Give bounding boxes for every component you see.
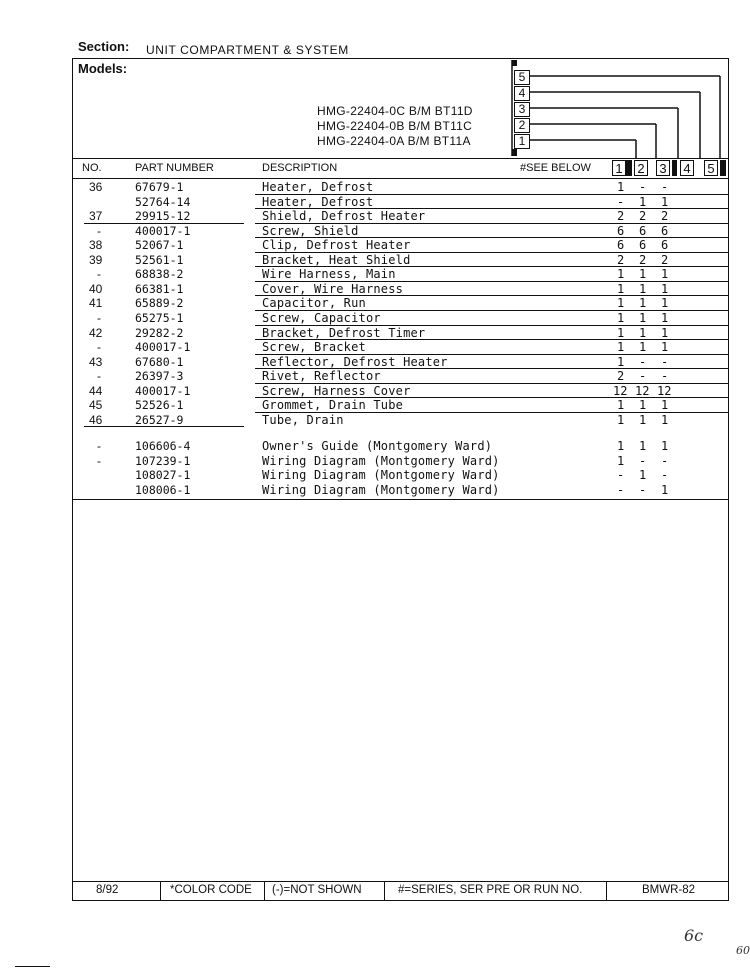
row-part-number: 65275-1 — [135, 310, 184, 325]
row-part-number: 66381-1 — [135, 281, 184, 296]
footer-not-shown: (-)=NOT SHOWN — [272, 884, 362, 896]
row-description: Screw, Harness Cover — [262, 383, 411, 398]
row-rule — [255, 266, 728, 267]
row-quantity-model-3: - — [661, 354, 669, 369]
row-quantity-model-1: - — [617, 194, 625, 209]
row-quantity-model-2: 1 — [639, 281, 647, 296]
row-quantity-model-1: 1 — [617, 439, 625, 454]
row-rule — [255, 237, 728, 238]
row-quantity-model-1: - — [617, 483, 625, 497]
row-rule — [255, 354, 728, 355]
header-rule-top — [72, 158, 729, 159]
row-part-number: 29915-12 — [135, 209, 191, 224]
row-quantity-model-3: 1 — [661, 194, 669, 209]
row-description: Screw, Bracket — [262, 340, 366, 355]
row-quantity-model-1: 2 — [617, 369, 625, 384]
row-item-number: - — [97, 267, 101, 282]
row-part-number: 108006-1 — [135, 483, 191, 497]
row-rule — [255, 339, 728, 340]
row-quantity-model-2: 1 — [639, 325, 647, 340]
row-quantity-model-3: 2 — [661, 209, 669, 224]
row-rule — [255, 194, 728, 195]
row-part-number: 67680-1 — [135, 354, 184, 369]
row-quantity-model-3: 1 — [661, 325, 669, 340]
row-quantity-model-1: 1 — [617, 296, 625, 311]
row-description: Clip, Defrost Heater — [262, 238, 411, 253]
row-item-number: - — [97, 340, 101, 355]
row-description: Shield, Defrost Heater — [262, 209, 426, 224]
section-label: Section: — [78, 39, 130, 54]
row-quantity-model-1: 1 — [617, 412, 625, 427]
column-header-model-5: 5 — [704, 160, 718, 176]
row-quantity-model-2: - — [639, 483, 647, 497]
row-quantity-model-2: 1 — [639, 340, 647, 355]
row-quantity-model-1: 1 — [617, 453, 625, 468]
row-quantity-model-1: 1 — [617, 267, 625, 282]
row-rule — [255, 295, 728, 296]
row-description: Cover, Wire Harness — [262, 281, 404, 296]
column-header-no: NO. — [82, 162, 102, 174]
row-description: Grommet, Drain Tube — [262, 398, 404, 413]
row-rule — [255, 281, 728, 282]
row-quantity-model-1: 6 — [617, 223, 625, 238]
row-quantity-model-2: 1 — [639, 439, 647, 454]
row-quantity-model-2: 2 — [639, 252, 647, 267]
footer-page-code: BMWR-82 — [642, 884, 696, 896]
header-divider-mark — [720, 160, 726, 176]
row-description: Bracket, Defrost Timer — [262, 325, 426, 340]
model-box-3: 3 — [514, 102, 530, 117]
handwritten-note: 60 — [736, 944, 750, 957]
row-rule — [255, 397, 728, 398]
row-quantity-model-2: 1 — [639, 296, 647, 311]
row-description: Rivet, Reflector — [262, 369, 381, 384]
row-quantity-model-2: 12 — [635, 383, 650, 398]
row-item-number: 42 — [89, 325, 103, 340]
footer-divider — [606, 881, 607, 901]
row-quantity-model-3: 1 — [661, 296, 669, 311]
row-quantity-model-1: 1 — [617, 310, 625, 325]
row-part-number: 52764-14 — [135, 194, 191, 209]
row-quantity-model-3: 1 — [661, 398, 669, 413]
row-part-number: 65889-2 — [135, 296, 184, 311]
models-label: Models: — [78, 61, 128, 76]
header-rule-bottom — [72, 178, 729, 179]
row-quantity-model-2: 2 — [639, 209, 647, 224]
model-line-a: HMG-22404-0A B/M BT11A — [317, 134, 471, 148]
footer-divider — [160, 881, 161, 901]
row-part-number: 68838-2 — [135, 267, 184, 282]
row-description: Heater, Defrost — [262, 194, 374, 209]
model-box-5: 5 — [514, 70, 530, 85]
row-rule — [255, 252, 728, 253]
row-quantity-model-1: 1 — [617, 340, 625, 355]
column-header-model-2: 2 — [634, 160, 648, 176]
row-item-number: 37 — [89, 209, 103, 224]
row-description: Wire Harness, Main — [262, 267, 396, 282]
row-quantity-model-3: 1 — [661, 340, 669, 355]
row-quantity-model-2: - — [639, 354, 647, 369]
row-rule — [255, 412, 728, 413]
row-rule — [255, 310, 728, 311]
row-description: Bracket, Heat Shield — [262, 252, 411, 267]
column-header-model-3: 3 — [656, 160, 670, 176]
row-description: Wiring Diagram (Montgomery Ward) — [262, 453, 500, 468]
model-column-connectors — [0, 0, 750, 180]
footer-divider — [264, 881, 265, 901]
row-part-number: 26397-3 — [135, 369, 184, 384]
model-box-2: 2 — [514, 118, 530, 133]
row-quantity-model-2: 1 — [639, 267, 647, 282]
row-quantity-model-1: 2 — [617, 209, 625, 224]
row-item-number: - — [97, 439, 101, 454]
row-description: Heater, Defrost — [262, 180, 374, 194]
column-header-see-below: #SEE BELOW — [520, 162, 591, 174]
row-description: Wiring Diagram (Montgomery Ward) — [262, 483, 500, 497]
row-item-number: 43 — [89, 354, 103, 369]
column-header-model-1: 1 — [612, 160, 626, 176]
row-quantity-model-3: - — [661, 369, 669, 384]
row-quantity-model-3: 6 — [661, 223, 669, 238]
row-quantity-model-3: 1 — [661, 412, 669, 427]
row-description: Screw, Shield — [262, 223, 359, 238]
row-quantity-model-2: 1 — [639, 412, 647, 427]
row-part-number: 52526-1 — [135, 398, 184, 413]
row-quantity-model-2: 6 — [639, 223, 647, 238]
row-item-number: 36 — [89, 180, 103, 194]
footer-divider — [384, 881, 385, 901]
row-quantity-model-1: 12 — [613, 383, 628, 398]
row-item-number: 39 — [89, 252, 103, 267]
row-item-number: - — [97, 310, 101, 325]
row-quantity-model-3: 1 — [661, 439, 669, 454]
footer-date: 8/92 — [96, 884, 119, 896]
model-line-b: HMG-22404-0B B/M BT11C — [317, 119, 473, 133]
row-rule — [84, 426, 244, 427]
row-description: Capacitor, Run — [262, 296, 366, 311]
row-quantity-model-1: 1 — [617, 325, 625, 340]
row-item-number: 46 — [89, 412, 103, 427]
row-part-number: 400017-1 — [135, 340, 191, 355]
row-item-number: 40 — [89, 281, 103, 296]
row-quantity-model-2: 1 — [639, 194, 647, 209]
row-quantity-model-3: 6 — [661, 238, 669, 253]
row-part-number: 400017-1 — [135, 223, 191, 238]
row-quantity-model-3: 1 — [661, 310, 669, 325]
row-description: Tube, Drain — [262, 412, 344, 427]
row-description: Screw, Capacitor — [262, 310, 381, 325]
section-title: UNIT COMPARTMENT & SYSTEM — [146, 43, 349, 57]
row-quantity-model-1: 2 — [617, 252, 625, 267]
row-description: Owner's Guide (Montgomery Ward) — [262, 439, 493, 454]
row-quantity-model-2: 1 — [639, 468, 647, 483]
model-box-4: 4 — [514, 86, 530, 101]
row-quantity-model-1: 1 — [617, 354, 625, 369]
row-item-number: 44 — [89, 383, 103, 398]
row-rule — [255, 368, 728, 369]
row-quantity-model-3: 1 — [661, 267, 669, 282]
row-rule — [255, 325, 728, 326]
row-part-number: 29282-2 — [135, 325, 184, 340]
row-item-number: - — [97, 223, 101, 238]
footer-series-note: #=SERIES, SER PRE OR RUN NO. — [398, 884, 583, 896]
row-description: Wiring Diagram (Montgomery Ward) — [262, 468, 500, 483]
row-part-number: 400017-1 — [135, 383, 191, 398]
header-divider-mark — [672, 160, 677, 176]
model-box-1: 1 — [514, 134, 530, 149]
row-quantity-model-1: 1 — [617, 180, 625, 194]
row-quantity-model-3: - — [661, 453, 669, 468]
row-quantity-model-2: - — [639, 453, 647, 468]
row-part-number: 26527-9 — [135, 412, 184, 427]
row-quantity-model-2: - — [639, 369, 647, 384]
row-item-number: 38 — [89, 238, 103, 253]
row-part-number: 52067-1 — [135, 238, 184, 253]
column-header-part-number: PART NUMBER — [135, 162, 214, 174]
footer-color-code: *COLOR CODE — [170, 884, 252, 896]
row-quantity-model-2: - — [639, 180, 647, 194]
row-quantity-model-3: 2 — [661, 252, 669, 267]
row-part-number: 67679-1 — [135, 180, 184, 194]
table-end-rule — [72, 499, 729, 500]
footer-rule — [72, 881, 729, 882]
row-part-number: 108027-1 — [135, 468, 191, 483]
row-quantity-model-3: 1 — [661, 281, 669, 296]
row-quantity-model-3: 12 — [657, 383, 672, 398]
margin-rule — [15, 966, 50, 967]
handwritten-note: 6c — [684, 926, 704, 945]
header-divider-mark — [626, 160, 632, 176]
row-quantity-model-2: 1 — [639, 310, 647, 325]
row-quantity-model-1: 1 — [617, 398, 625, 413]
row-item-number: - — [97, 453, 101, 468]
row-item-number: 41 — [89, 296, 103, 311]
row-description: Reflector, Defrost Heater — [262, 354, 448, 369]
row-item-number: 45 — [89, 398, 103, 413]
row-rule — [255, 223, 728, 224]
model-line-c: HMG-22404-0C B/M BT11D — [317, 104, 473, 118]
row-part-number: 107239-1 — [135, 453, 191, 468]
row-quantity-model-3: - — [661, 180, 669, 194]
column-header-description: DESCRIPTION — [262, 162, 338, 174]
row-quantity-model-1: 1 — [617, 281, 625, 296]
row-quantity-model-1: - — [617, 468, 625, 483]
row-quantity-model-3: - — [661, 468, 669, 483]
row-part-number: 106606-4 — [135, 439, 191, 454]
row-quantity-model-2: 6 — [639, 238, 647, 253]
row-part-number: 52561-1 — [135, 252, 184, 267]
row-rule — [255, 208, 728, 209]
row-quantity-model-2: 1 — [639, 398, 647, 413]
column-header-model-4: 4 — [680, 160, 694, 176]
row-quantity-model-3: 1 — [661, 483, 669, 497]
row-rule — [255, 383, 728, 384]
row-item-number: - — [97, 369, 101, 384]
row-quantity-model-1: 6 — [617, 238, 625, 253]
